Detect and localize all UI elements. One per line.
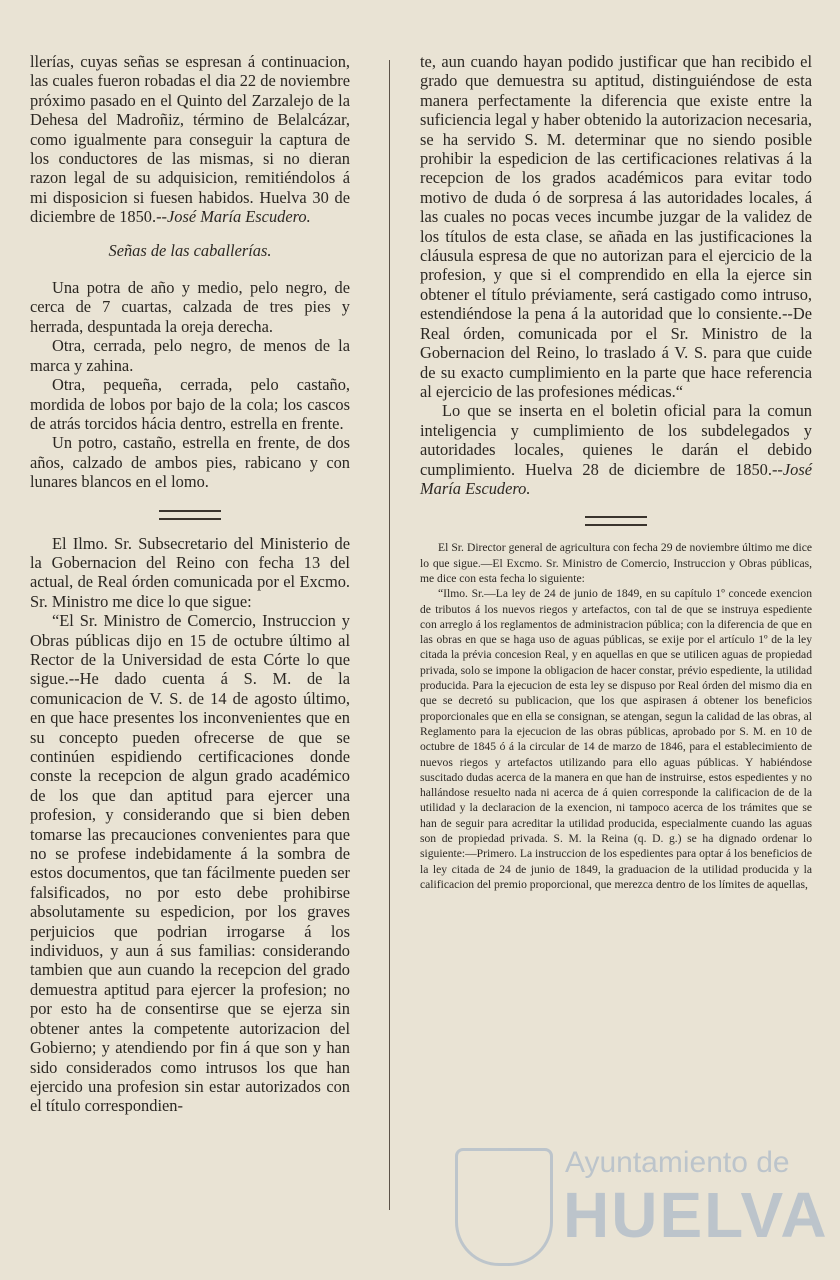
section-heading: Señas de las caballerías. [108,240,272,260]
right-column [420,52,812,892]
shield-icon [455,1148,553,1266]
list-item: Otra, cerrada, pelo negro, de menos de la marca y zahina. [30,336,350,375]
signature-1: José María Escudero. [167,207,311,227]
signature-2: José María Escudero. [420,459,812,498]
watermark-logo [455,1140,829,1270]
small-para-2: “Ilmo. Sr.—La ley de 24 de junio de 1849, en su capítulo 1º concede exencion de tributos á los nuevos riegos y artefactos, con tal de que se instruya espediente con arreglo á los reglamentos de administracion pública; con la diferencia de que en las obras en que se haga uso de aguas públicas, se exije por el artículo 1º de la ley citada la prévia concesion Real, y en aquellas en que se utilicen aguas de propiedad privada, solo se impone la obligacion de hacer constar, prévio espediente, la utilidad producida. Para la ejecucion de esta ley se dispuso por Real órden del mismo dia en que se decretó su publicacion, que los que aspirasen á obtener los beneficios proporcionales que en ella se consignan, se atengan, segun la calidad de las obras, al Reglamento para la ejecucion de las obras públicas, aprobado por S. M. en 10 de octubre de 1845 ó á la circular de 14 de marzo de 1846, para el establecimiento de nuevos riegos y artefactos utilizando para ello aguas públicas. Y habiéndose suscitado dudas acerca de la manera en que han de instruirse, estos espedientes y no hallándose resuelto nada ni acerca de á quien corresponde la calificacion de de la utilidad y la declaracion de la exencion, ni tampoco acerca de los trámites que se han de seguir para acreditar la utilidad producida, especialmente cuando las aguas son de propiedad privada. S. M. la Reina (q. D. g.) se ha dignado ordenar lo siguiente:—Primero. La instruccion de los espedientes para optar á los beneficios de la ley citada de 24 de junio de 1849, la graduacion de la utilidad producida y la calificacion del premio proporcional, que merezca dentro de los límites de aquellas, [420,587,812,891]
separator-ornament [159,510,221,520]
left-column [30,52,350,1116]
list-item: Una potra de año y medio, pelo negro, de cerca de 7 cuartas, calzada de tres pies y herrada, despuntada la oreja derecha. [30,278,350,336]
left-para-3: “El Sr. Ministro de Comercio, Instruccion y Obras públicas dijo en 15 de octubre último al Rector de la Universidad de esta Córte lo que sigue.--He dado cuenta á S. M. de la comunicacion de V. S. de 14 de agosto último, en que hace presentes los inconvenientes que en su concepto pueden ofrecerse de que se continúen espidiendo certificaciones donde conste la recepcion de algun grado académico de los que dan aptitud para ejercer una profesion, y considerando que si bien deben tomarse las precauciones convenientes para que no se profese indebidamente á la sombra de estos documentos, que tan fácilmente pueden ser falsificados, no por esto debe prohibirse absolutamente su espedicion, por los graves perjuicios que podrian irrogarse á los individuos, y aun á sus familias: considerando tambien que aun cuando la recepcion del grado demuestra aptitud para ejercer la profesion; no por esto ha de consentirse que se ejerza sin obtener antes la competente autorizacion del Gobierno; y atendiendo por fin á que son y han sido considerados como intrusos los que han ejercido una profesion sin estar autorizados con el título correspondien- [30,611,350,1116]
right-para-1: te, aun cuando hayan podido justificar que han recibido el grado que demuestra su aptitud, distinguiéndose de esta manera perfectamente la diferencia que existe entre la suficiencia legal y haber obtenido la autorizacion necesaria, se ha servido S. M. determinar que no siendo posible prohibir la espedicion de las certificaciones relativas á la recepcion de los grados académicos para evitar todo motivo de duda ó de sorpresa á las autoridades locales, á las cuales no pocas veces incumbe juzgar de la validez de los títulos de esta clase, se añada en las justificaciones la cláusula espresa de que no autorizan para el ejercicio de la profesion, y que si el comprendido en ella la ejerce sin obtener el título préviamente, será castigado como intruso, estendiéndose la pena á la autoridad que lo consiente.--De Real órden, comunicada por el Sr. Ministro de la Gobernacion del Reino, lo traslado á V. S. para que cuide de su exacto cumplimiento en la parte que hace referencia al ejercicio de las profesiones médicas.“ [420,52,812,401]
list-item: Otra, pequeña, cerrada, pelo castaño, mordida de lobos por bajo de la cola; los cascos de atrás torcidos hácia dentro, estrella en frente. [30,375,350,433]
watermark-line-2: HUELVA [563,1179,829,1251]
separator-ornament [585,516,647,526]
right-para-2-text: Lo que se inserta en el boletin oficial para la comun inteligencia y cumplimiento de los subdelegados y autoridades locales, quienes le darán el debido cumplimiento. Huelva 28 de diciembre de 1850.-- [420,401,812,479]
watermark-line-1: Ayuntamiento de [565,1146,790,1179]
left-para-1-text: llerías, cuyas señas se espresan á continuacion, las cuales fueron robadas el dia 22 de noviembre próximo pasado en el Quinto del Zarzalejo de la Dehesa del Madroñiz, término de Belalcázar, como igualmente para conseguir la captura de los conductores de las mismas, si no dieran razon legal de su adquisicion, remitiéndolos á mi disposicion si fuesen habidos. Huelva 30 de diciembre de 1850.-- [30,52,350,227]
small-para-1: El Sr. Director general de agricultura con fecha 29 de noviembre último me dice lo que sigue.—El Excmo. Sr. Ministro de Comercio, Instruccion y Obras públicas, me dice con esta fecha lo siguiente: [420,541,812,585]
left-para-2: El Ilmo. Sr. Subsecretario del Ministerio de la Gobernacion del Reino con fecha 13 del actual, de Real órden comunicada por el Excmo. Sr. Ministro me dice lo que sigue: [30,533,350,611]
column-divider [389,60,390,1210]
right-para-2 [420,401,812,498]
left-para-1 [30,52,350,227]
list-item: Un potro, castaño, estrella en frente, de dos años, calzado de ambos pies, rabicano y con lunares blancos en el lomo. [30,433,350,492]
